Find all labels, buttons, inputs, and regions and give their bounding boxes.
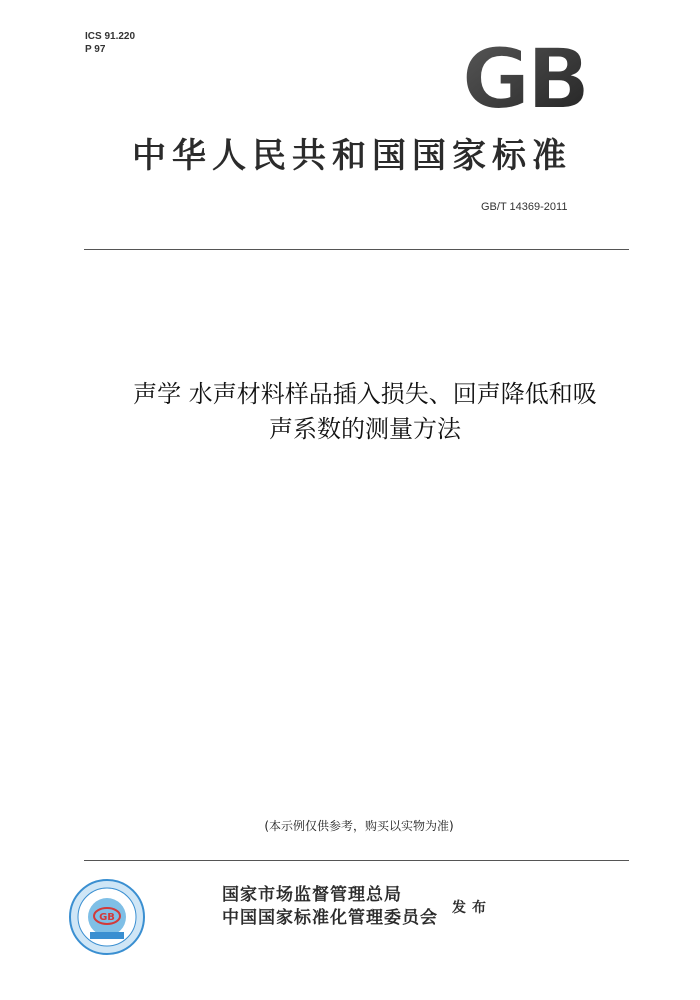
ccs-code: P 97 — [85, 44, 106, 55]
issuer-samr: 国家市场监督管理总局 — [222, 885, 402, 905]
document-title-line-2: 声系数的测量方法 — [269, 415, 461, 443]
bottom-divider — [84, 860, 629, 861]
ics-code: ICS 91.220 — [85, 31, 136, 42]
svg-text:GB: GB — [461, 38, 587, 116]
release-label: 发布 — [452, 900, 492, 916]
certification-seal-icon — [68, 878, 146, 956]
gb-logo-icon — [456, 38, 592, 116]
classification-codes — [85, 30, 135, 56]
svg-text:GB: GB — [99, 912, 115, 923]
gb-logo-text — [462, 38, 587, 116]
issuing-authorities — [222, 884, 438, 930]
sample-note: (本示例仅供参考，购买以实物为准) — [264, 819, 454, 833]
issuer-sac: 中国国家标准化管理委员会 — [222, 908, 438, 928]
standard-number: GB/T 14369-2011 — [481, 201, 568, 213]
document-title — [40, 377, 690, 447]
document-title-line-1: 声学 水声材料样品插入损失、回声降低和吸 — [133, 380, 597, 408]
national-standard-heading: 中华人民共和国国家标准 — [132, 136, 572, 176]
top-divider — [84, 249, 629, 250]
